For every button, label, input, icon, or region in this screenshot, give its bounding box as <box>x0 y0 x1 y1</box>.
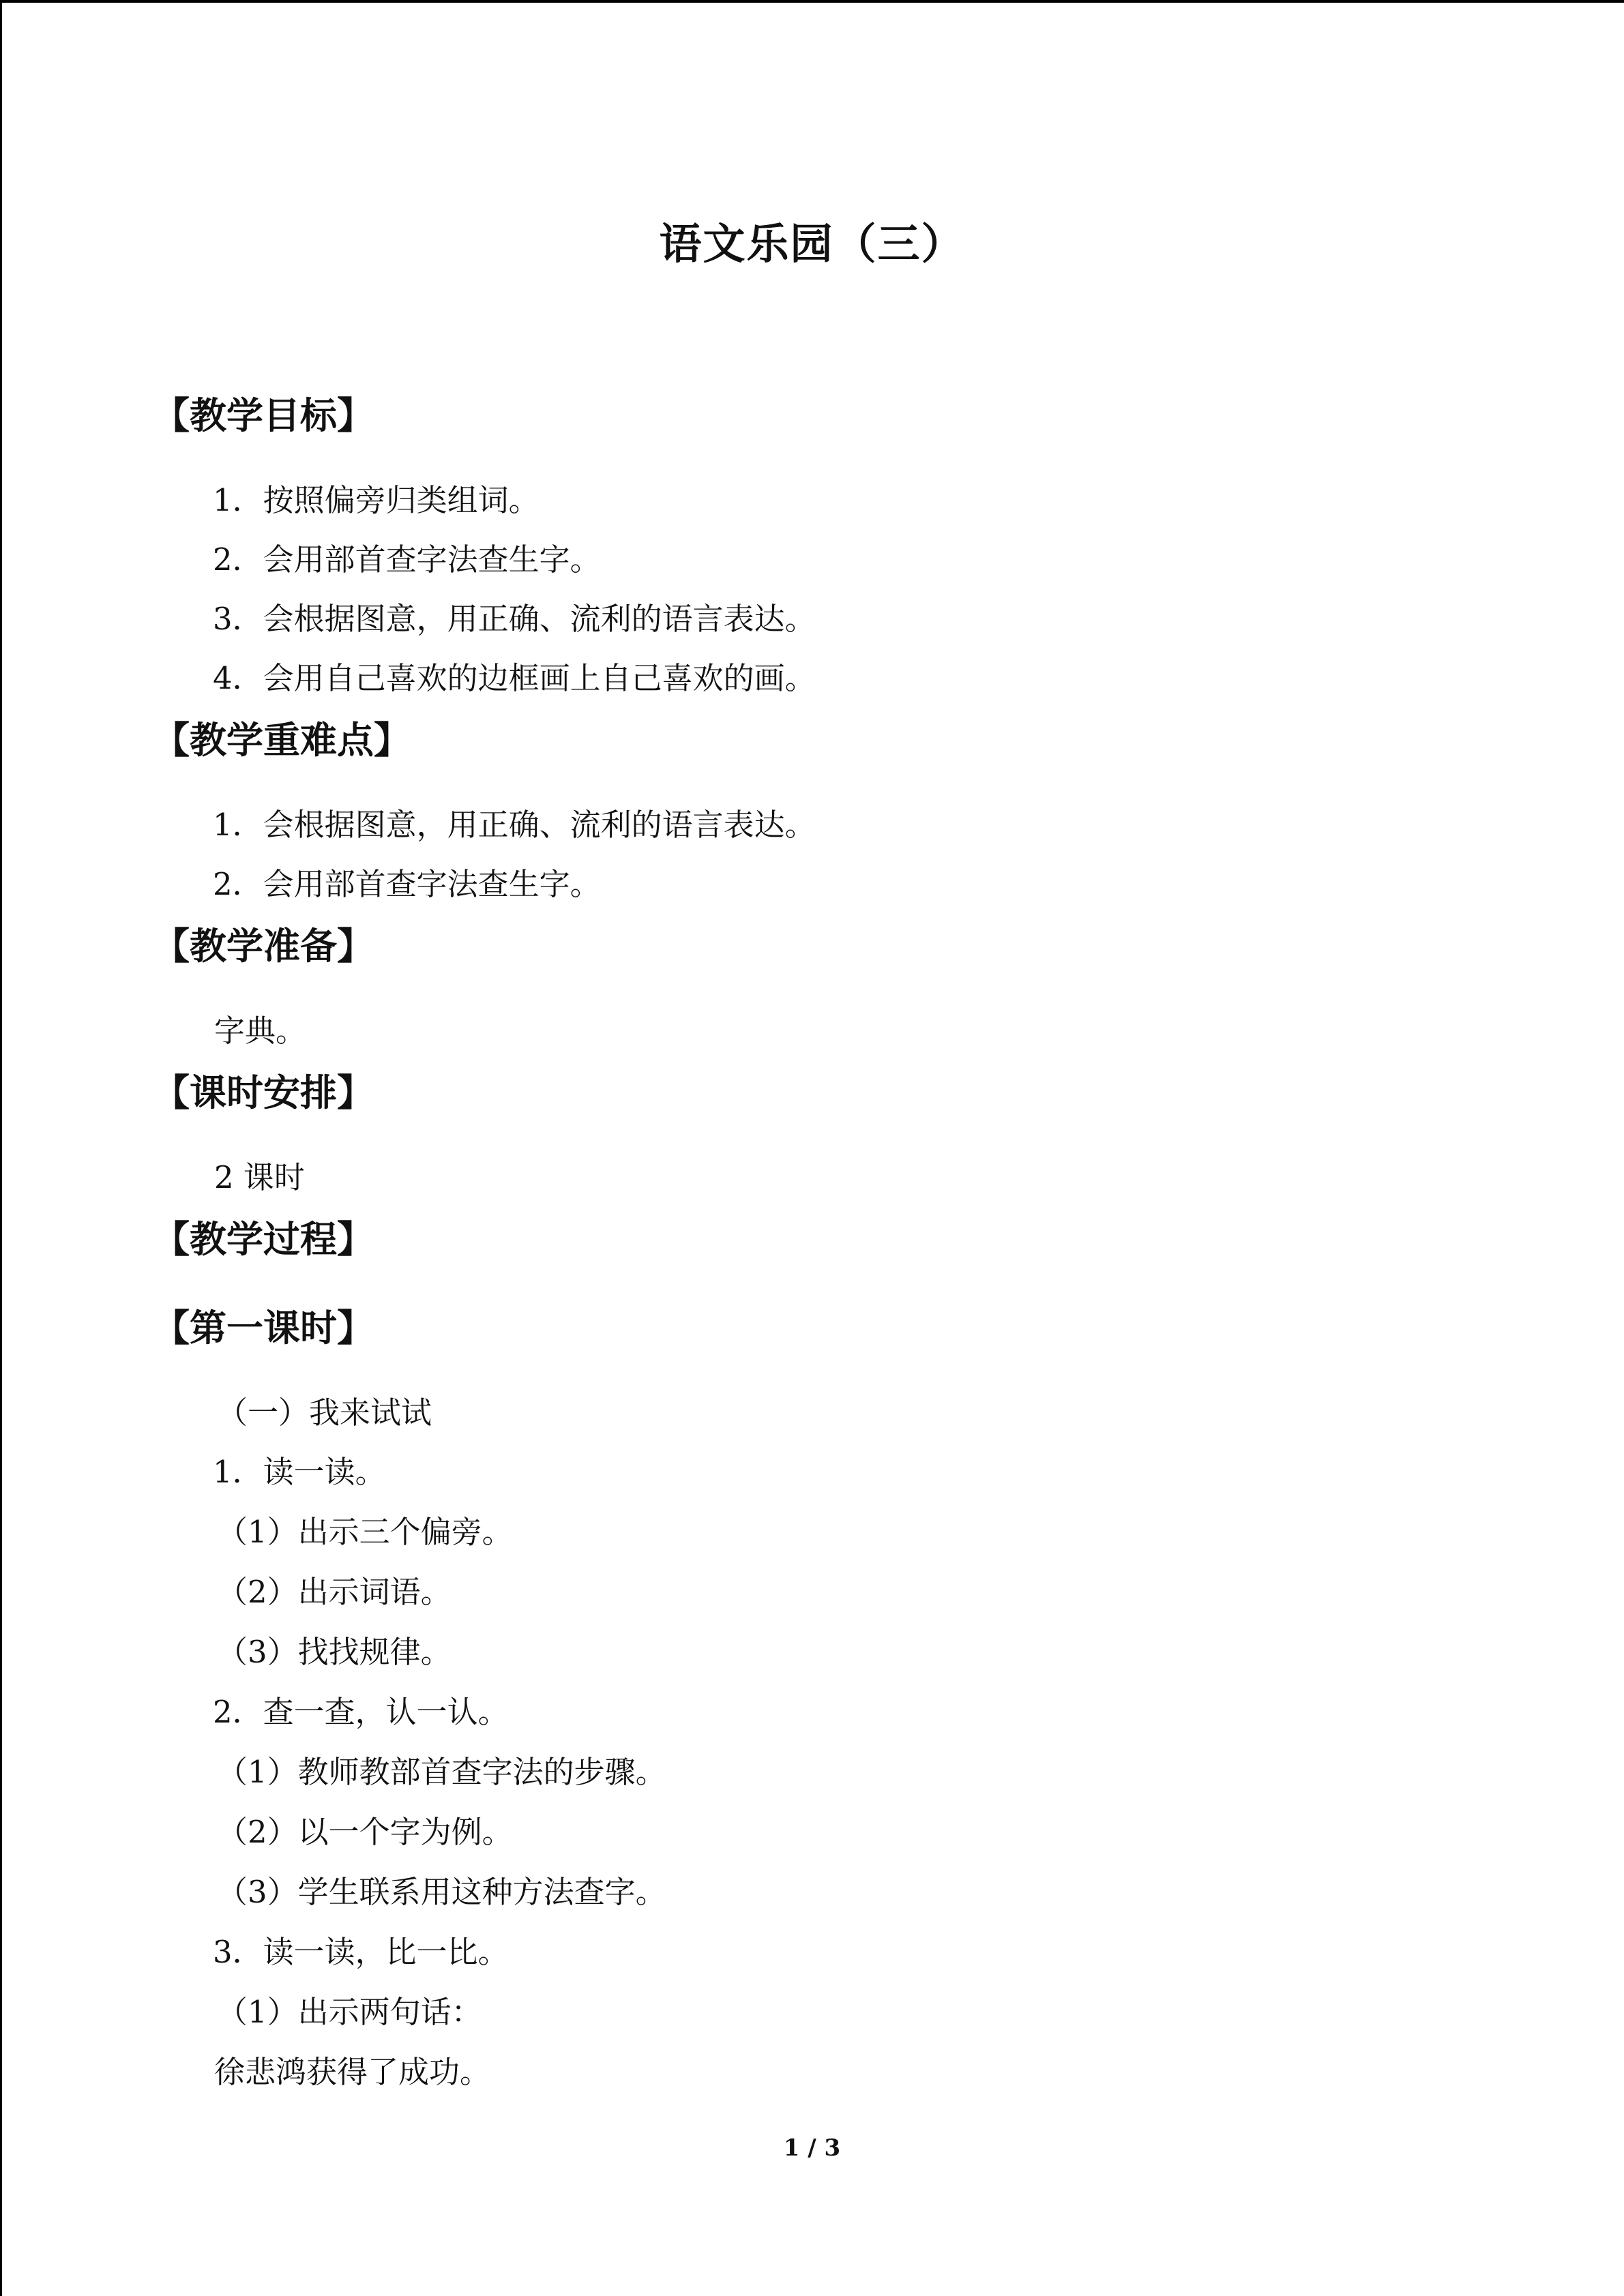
lesson-line: （1）出示两句话： <box>217 1994 482 2030</box>
page-top-border <box>0 0 1624 3</box>
lesson-line: 1．读一读。 <box>213 1454 386 1490</box>
lesson-line: （2）以一个字为例。 <box>217 1814 513 1850</box>
goal-item-1: 1．按照偏旁归类组词。 <box>213 482 540 518</box>
lesson-line: 2．查一查，认一认。 <box>213 1694 509 1730</box>
key-point-item-2: 2．会用部首查字法查生字。 <box>213 866 601 902</box>
heading-key-points: 【教学重难点】 <box>153 718 411 762</box>
key-point-item-1: 1．会根据图意，用正确、流利的语言表达。 <box>213 807 816 843</box>
heading-preparation: 【教学准备】 <box>153 924 374 968</box>
goal-item-4: 4．会用自己喜欢的边框画上自己喜欢的画。 <box>213 660 816 696</box>
goal-item-2: 2．会用部首查字法查生字。 <box>213 541 601 578</box>
goal-item-3: 3．会根据图意，用正确、流利的语言表达。 <box>213 601 816 637</box>
schedule-text: 2 课时 <box>214 1159 305 1195</box>
lesson-line: （3）找找规律。 <box>217 1634 452 1670</box>
lesson-line: （3）学生联系用这种方法查字。 <box>217 1874 666 1910</box>
lesson-line: 徐悲鸿获得了成功。 <box>214 2054 491 2090</box>
lesson-line: （一）我来试试 <box>217 1395 432 1431</box>
lesson-line: （1）教师教部首查字法的步骤。 <box>217 1754 666 1790</box>
heading-lesson-one: 【第一课时】 <box>153 1306 374 1350</box>
heading-schedule: 【课时安排】 <box>153 1071 374 1114</box>
page-title: 语文乐园（三） <box>659 219 965 269</box>
heading-teaching-process: 【教学过程】 <box>153 1217 374 1261</box>
lesson-line: 3．读一读，比一比。 <box>213 1934 509 1970</box>
heading-teaching-goals: 【教学目标】 <box>153 393 374 437</box>
page-left-border <box>0 0 2 2296</box>
lesson-line: （2）出示词语。 <box>217 1574 452 1610</box>
lesson-line: （1）出示三个偏旁。 <box>217 1514 513 1550</box>
preparation-text: 字典。 <box>214 1013 307 1049</box>
page-number: 1 / 3 <box>783 2134 841 2162</box>
